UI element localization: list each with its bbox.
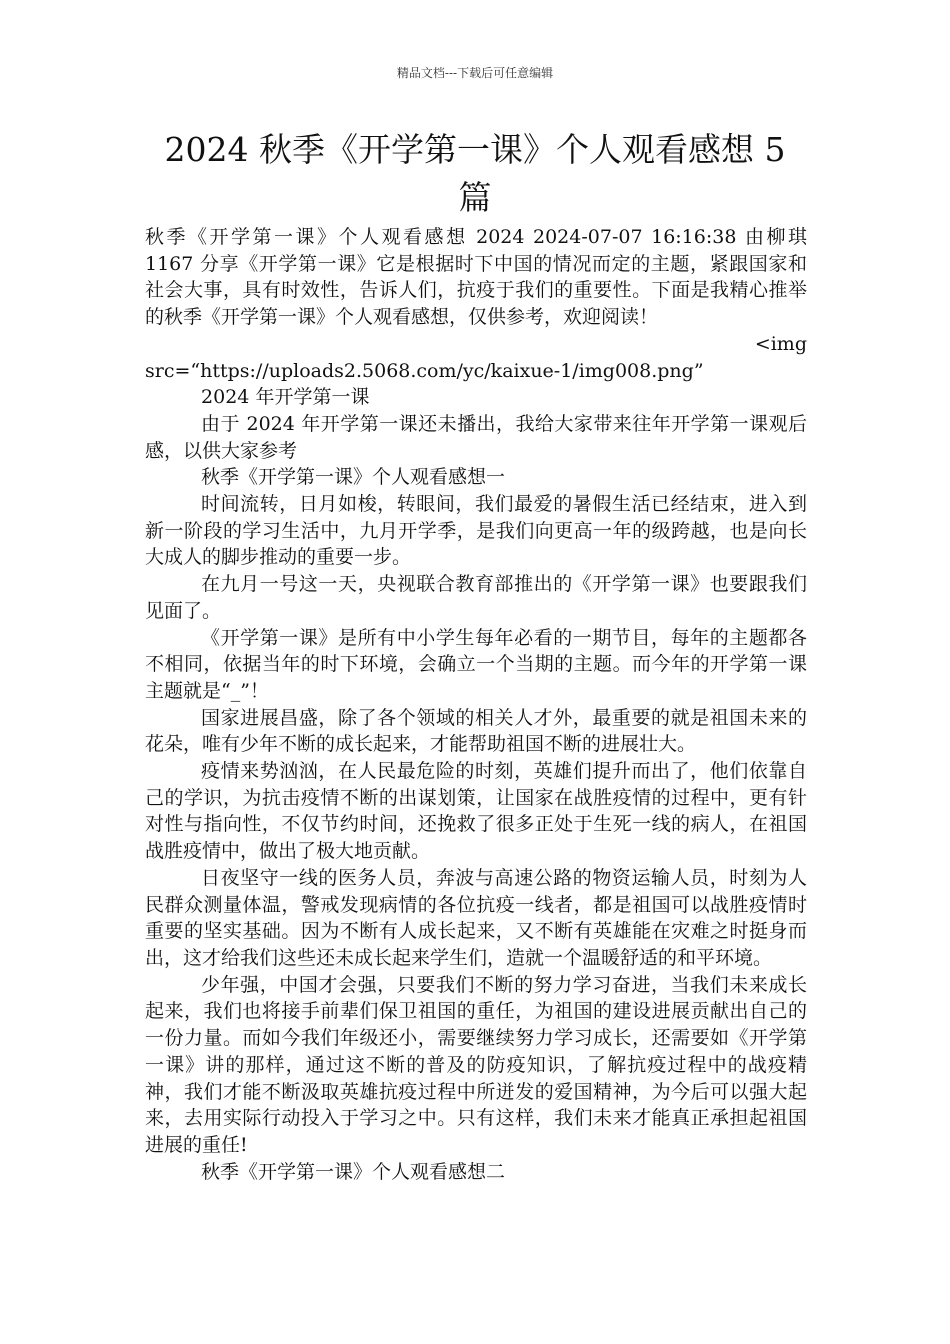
document-title: 2024 秋季《开学第一课》个人观看感想 5 篇 [164,130,786,217]
document-body [145,224,807,1185]
section-heading: 秋季《开学第一课》个人观看感想二 [201,1160,506,1183]
intro-paragraph: 秋季《开学第一课》个人观看感想 2024 2024-07-07 16:16:38 由柳琪 1167 分享《开学第一课》它是根据时下中国的情况而定的主题，紧跟国家和社会大事，具有时效性，告诉人们，抗疫于我们的重要性。下面是我精心推举的秋季《开学第一课》个人观看感想，仅供参考，欢迎阅读！ [145,226,807,329]
paragraph: 《开学第一课》是所有中小学生每年必看的一期节目，每年的主题都各不相同，依据当年的时下环境，会确立一个当期的主题。而今年的开学第一课主题就是“_”！ [145,626,807,702]
paragraph: 少年强，中国才会强，只要我们不断的努力学习奋进，当我们未来成长起来，我们也将接手前辈们保卫祖国的重任，为祖国的建设进展贡献出自己的一份力量。而如今我们年级还小，需要继续努力学习成长，还需要如《开学第一课》讲的那样，通过这不断的普及的防疫知识，了解抗疫过程中的战疫精神，我们才能不断汲取英雄抗疫过程中所迸发的爱国精神，为今后可以强大起来，去用实际行动投入于学习之中。只有这样，我们未来才能真正承担起祖国进展的重任! [145,973,807,1156]
image-tag-text: <img [754,332,807,355]
page-header: 精品文档---下载后可任意编辑 [396,66,554,80]
paragraph: 国家进展昌盛，除了各个领域的相关人才外，最重要的就是祖国未来的花朵，唯有少年不断的成长起来，才能帮助祖国不断的进展壮大。 [145,706,807,756]
paragraph: 日夜坚守一线的医务人员，奔波与高速公路的物资运输人员，时刻为人民群众测量体温，警戒发现病情的各位抗疫一线者，都是祖国可以战胜疫情时重要的坚实基础。因为不断有人成长起来，又不断有英雄能在灾难之时挺身而出，这才给我们这些还未成长起来学生们，造就一个温暖舒适的和平环境。 [145,866,807,969]
paragraph: 疫情来势汹汹，在人民最危险的时刻，英雄们提升而出了，他们依靠自己的学识，为抗击疫情不断的出谋划策，让国家在战胜疫情的过程中，更有针对性与指向性，不仅节约时间，还挽救了很多正处于生死一线的病人，在祖国战胜疫情中，做出了极大地贡献。 [145,760,807,863]
section-heading: 秋季《开学第一课》个人观看感想一 [201,466,506,489]
paragraph: 由于 2024 年开学第一课还未播出，我给大家带来往年开学第一课观后感，以供大家参考 [145,412,807,462]
image-src-text: src=“https://uploads2.5068.com/yc/kaixue-1/img008.png” [145,359,704,382]
paragraph: 在九月一号这一天，央视联合教育部推出的《开学第一课》也要跟我们见面了。 [145,573,807,622]
section-heading: 2024 年开学第一课 [201,386,370,409]
paragraph: 时间流转，日月如梭，转眼间，我们最爱的暑假生活已经结束，进入到新一阶段的学习生活中，九月开学季，是我们向更高一年的级跨越，也是向长大成人的脚步推动的重要一步。 [145,493,807,569]
